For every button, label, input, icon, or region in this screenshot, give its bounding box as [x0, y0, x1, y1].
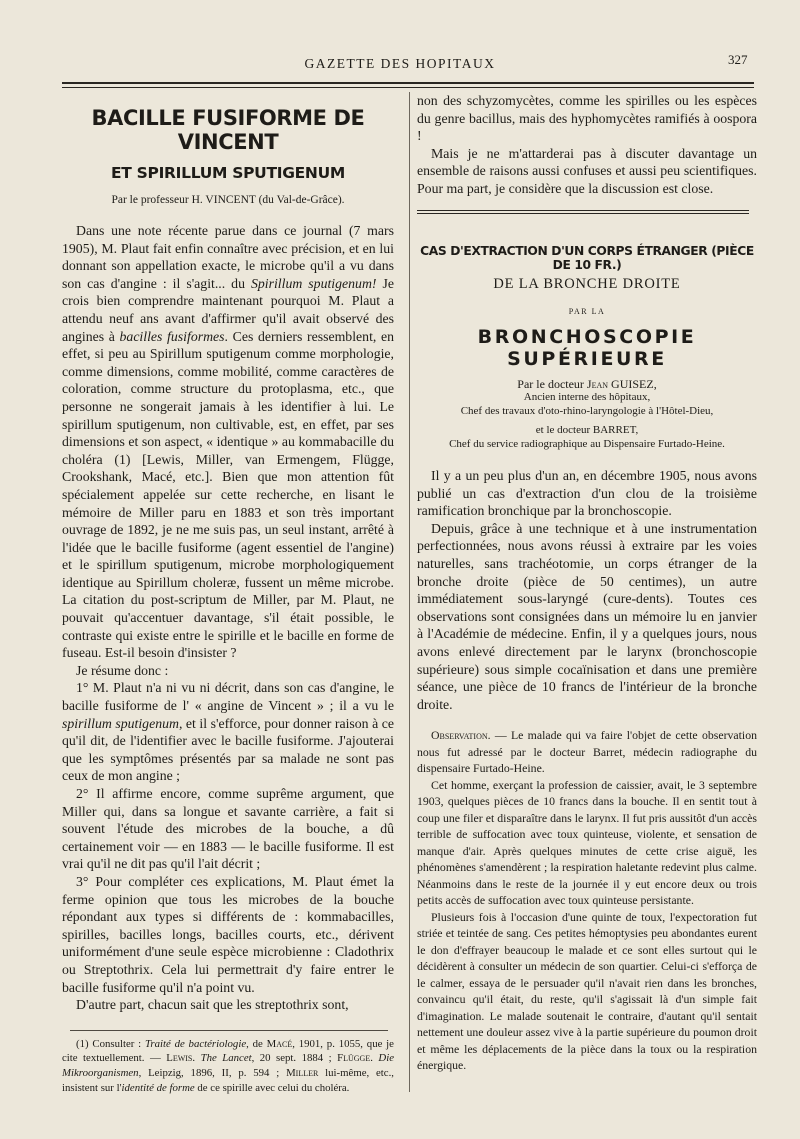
paragraph: Je résume donc : [76, 662, 169, 678]
paragraph [417, 727, 757, 777]
left-column [62, 96, 394, 1095]
section-separator [417, 210, 749, 214]
author-affiliation: Chef du service radiographique au Dispensaire Furtado-Heine. [449, 437, 725, 450]
case-title: CAS D'EXTRACTION D'UN CORPS ÉTRANGER (PIÈCE DE 10 FR.) [420, 243, 754, 272]
author-affiliation: Chef des travaux d'oto-rhino-laryngologie à l'Hôtel-Dieu, [460, 404, 714, 417]
text-run: . [192, 1052, 201, 1065]
footnote [62, 1037, 394, 1095]
article-title: BACILLE FUSIFORME DE VINCENT [91, 106, 365, 154]
text-run: , 20 sept. 1884 ; [251, 1052, 338, 1065]
paragraph: D'autre part, chacun sait que les streptothrix sont, [76, 997, 349, 1013]
author-line [417, 378, 757, 392]
article-body [62, 222, 394, 1014]
paragraph: 3° Pour compléter ces explications, M. Plaut émet la ferme opinion que tous les microbes de la bouche répondant aux types si différents de : kommabacilles, spirilles, bacilles longs, bacilles courts, etc., dérivent uniformément d'une seule espèce microbienne : Cladothrix ou Streptothrix. Cela lui permettrait d'y faire entrer le bacille fusiforme qu'il n'a point vu. [62, 873, 394, 995]
italic-term: The Lancet [200, 1052, 252, 1065]
text-run: , Leipzig, 1896, II, p. 594 ; [138, 1066, 287, 1079]
smallcaps-name: Macé [266, 1037, 293, 1050]
text-run: Je crois bien comprendre maintenant pourquoi M. Plaut a attendu neuf ans avant d'affirmer qu'il avait observé des angines à [62, 275, 394, 344]
paragraph: Mais je ne m'attarderai pas à discuter davantage un ensemble de raisons aussi confuses et aussi peu scientifiques. Pour ma part, je considère que la discussion est close. [417, 145, 757, 196]
par-la-label: PAR LA [568, 306, 606, 316]
paragraph: non des schyzomycètes, comme les spirilles ou les espèces du genre bacillus, mais des hyphomycètes ramifiés à oospora ! [417, 93, 757, 144]
case-body [417, 467, 757, 713]
page-number: 327 [728, 52, 748, 67]
italic-term: Die Mikroorganismen [62, 1052, 394, 1079]
text-run: , et il s'efforce, pour donner raison à ce qu'il dit, de l'identifier avec le bacille fusiforme. J'ajouterai que les symptômes présentés par sa malade ne sont pas ceux de mon angine ; [62, 715, 394, 784]
footnote-rule [70, 1030, 388, 1031]
italic-term: Traité de bactériologie [144, 1037, 247, 1050]
observation-text [417, 727, 757, 1074]
paragraph: Cet homme, exerçant la profession de caissier, avait, le 3 septembre 1903, quelques pièces de 10 francs dans la bouche. Il en sentit tout à coup une filer et disparaître dans le larynx. Il fut pris aussitôt d'un accès terrible de suffocation avec toux quinteuse, violente, et sensation de manque d'air. Après quelques minutes de cette crise aiguë, les phénomènes s'amendèrent ; la respiration haletante redevint plus calme. Néanmoins dans le reste de la journée il y eut encore deux ou trois petits accès de suffocation avec toux quinteuse persistante. [417, 777, 757, 908]
right-column [417, 92, 757, 1074]
text-run: Dans une note récente parue dans ce journal (7 mars 1905), M. Plaut fait enfin connaître avec précision, et en lui donnant son appellation exacte, le microbe qu'il a vu dans son cas d'angine : il s'agit... du [62, 223, 394, 291]
smallcaps-name: Flügge [337, 1052, 371, 1065]
text-run: . Ces derniers ressemblent, en effet, si peu au Spirillum sputigenum comme morphologie, comme dimensions, comme mobilité, comme caractères de coloration, comme structure du protoplasma, etc., que personne ne songerait jamais à les identifier à lui. Le spirillum sputigenum, non cultivable, est, en effet, par ses dimensions et son aspect, « identique » au kommabacille du choléra (1) [Lewis, Miller, van Ermengem, Flügge, Crookshank, Macé, etc.]. Bien que mon attention fût spécialement appelée sur cette recherche, en lisant le mémoire de Miller paru en 1883 et son très important ouvrage de 1892, je ne me suis pas, un seul instant, arrêté à l'idée que le bacille fusiforme (agent essentiel de l'angine) et le spirillum sputigenum, microbe morphologiquement identique au Spirillum choleræ, fussent un même microbe. La citation du post-scriptum de Miller, par M. Plaut, ne pouvait qu'accentuer davantage, s'il était possible, le contraste qui existe entre le spirille et le bacille en forme de fuseau. Est-il besoin d'insister ? [62, 328, 394, 661]
text-run: Par le docteur [517, 376, 587, 391]
smallcaps-name: Lewis [166, 1052, 193, 1065]
text-run: lui-même, etc., insistent sur l' [62, 1066, 394, 1094]
observation-label: Observation. [431, 728, 491, 743]
article-byline: Par le professeur H. VINCENT (du Val-de-Grâce). [111, 194, 345, 206]
paragraph: Plusieurs fois à l'occasion d'une quinte de toux, l'expectoration fut striée et teintée de sang. Ces petites hémoptysies peu abondantes eurent le don d'effrayer beaucoup le malade et ce sont elles surtout qui le décidèrent à consulter un médecin de son quartier. Celui-ci s'efforça de le calmer, essaya de le persuader qu'il n'avait rien dans les bronches, convaincu qu'il était, du reste, qu'il s'agissait là d'un simple fait d'imagination. Le malade soutenait le contraire, d'autant qu'il sentait nettement une douleur assez vive à la partie supérieure du poumon droit et même les déplacements de la pièce dans la toux ou la respiration énergique. [417, 909, 757, 1073]
article-continuation [417, 92, 757, 198]
italic-term: spirillum sputigenum [62, 715, 179, 731]
header-rule [62, 82, 754, 88]
paragraph [62, 222, 394, 662]
author-name: Jean GUISEZ [586, 376, 654, 391]
paragraph [62, 679, 394, 785]
running-header: GAZETTE DES HOPITAUX [304, 56, 496, 71]
text-run: — Le malade qui va faire l'objet de cette observation nous fut adressé par le docteur Barret, médecin radiographe du dispensaire Furtado-Heine. [417, 728, 757, 776]
text-run: (1) Consulter : [76, 1037, 145, 1050]
author-affiliation: Ancien interne des hôpitaux, [523, 391, 651, 404]
text-run: . [370, 1052, 379, 1065]
paragraph: Depuis, grâce à une technique et à une instrumentation perfectionnées, nous avons réussi à extraire par les voies naturelles, sans trachéotomie, un corps étranger de la bronche droite (pièce de 50 centimes), un autre immédiatement sous-laryngé (cure-dents). Toutes ces observations sont consignées dans un mémoire lu en janvier à l'Académie de médecine. Enfin, il y a quelques jours, nous avons enlevé directement par le larynx (bronchoscopie supérieure) sous simple cocaïnisation et dans une première séance, une pièce de 10 francs de l'intérieur de la bronche droite. [417, 520, 757, 712]
text-run: de ce spirille avec celui du choléra. [194, 1081, 350, 1094]
article-subtitle: ET SPIRILLUM SPUTIGENUM [110, 164, 345, 182]
paragraph: 2° Il affirme encore, comme suprême argument, que Miller qui, dans sa longue et savante carrière, a fait si souvent l'étude des microbes de la bouche, a dû certainement voir — en 1883 — le bacille fusiforme. Il est vrai qu'il ne dit pas qu'il l'ait décrit ; [62, 786, 394, 872]
column-divider [409, 92, 410, 1092]
text-run: , [653, 376, 657, 391]
text-run: , 1901, p. 1055, que je cite textuellement. — [62, 1037, 394, 1065]
case-subtitle: DE LA BRONCHE DROITE [493, 275, 681, 292]
author-line: et le docteur BARRET, [535, 424, 639, 437]
italic-term: bacilles fusiformes [119, 328, 225, 344]
paragraph: Il y a un peu plus d'un an, en décembre 1905, nous avons publié un cas d'extraction d'un clou de la troisième ramification bronchique par la bronchoscopie. [417, 468, 757, 519]
smallcaps-name: Miller [286, 1066, 319, 1079]
italic-term: Spirillum sputigenum! [250, 275, 377, 291]
text-run: 1° M. Plaut n'a ni vu ni décrit, dans son cas d'angine, le bacille fusiforme de l' « angine de Vincent » ; il a vu le [62, 680, 394, 714]
text-run: , de [246, 1037, 267, 1050]
bronchoscopie-title: BRONCHOSCOPIE SUPÉRIEURE [477, 325, 697, 370]
italic-term: identité de forme [121, 1081, 195, 1094]
